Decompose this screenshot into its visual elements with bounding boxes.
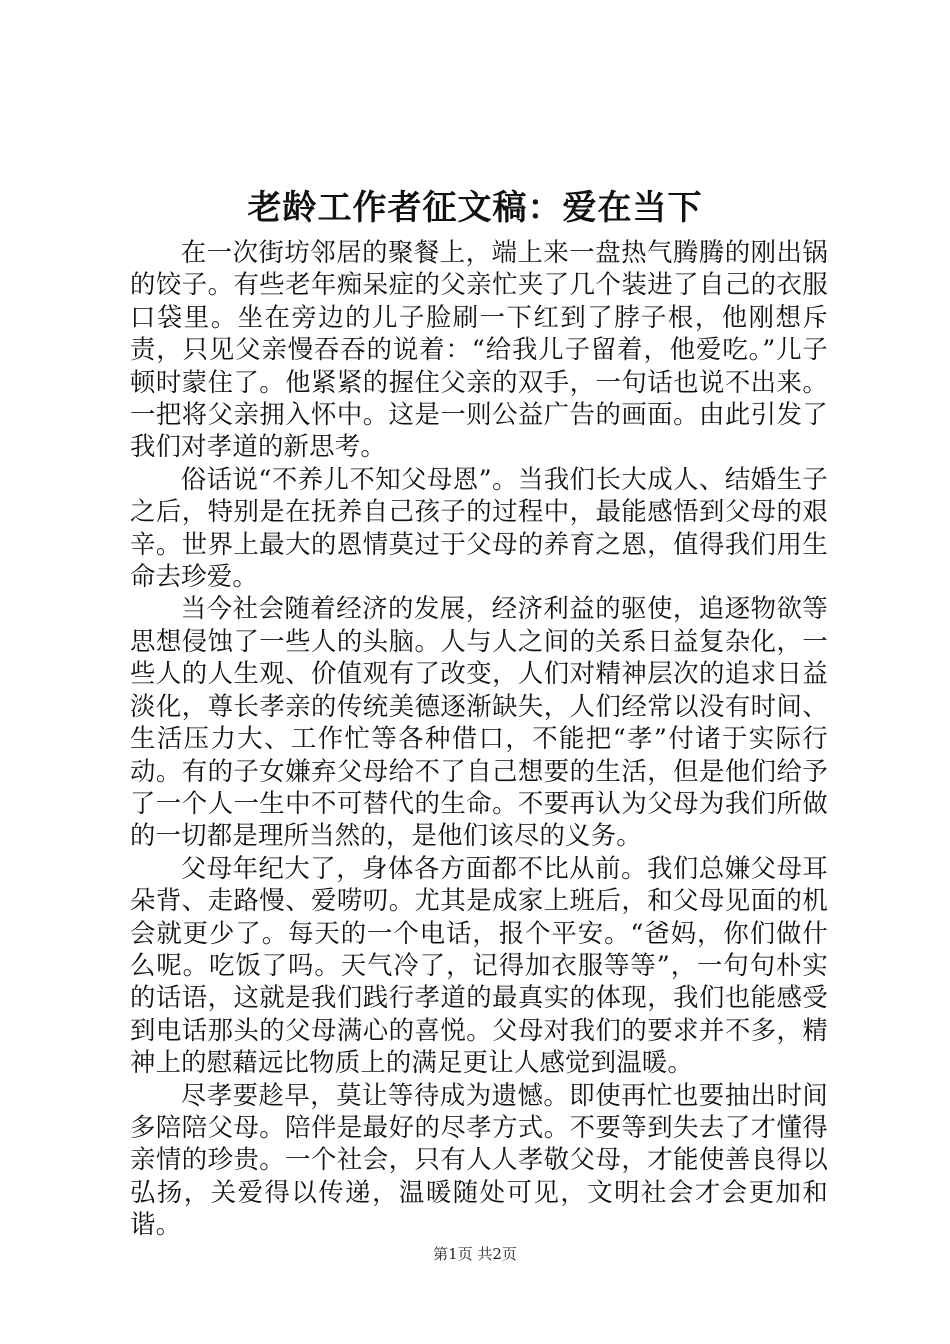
page-title: 老龄工作者征文稿：爱在当下 — [247, 188, 703, 228]
paragraph-1: 在一次街坊邻居的聚餐上，端上来一盘热气腾腾的刚出锅的饺子。有些老年痴呆症的父亲忙夹了几个装进了自己的衣服口袋里。坐在旁边的儿子脸刷一下红到了脖子根，他刚想斥责，只见父亲慢吞吞的说着：“给我儿子留着，他爱吃。”儿子顿时蒙住了。他紧紧的握住父亲的双手，一句话也说不出来。一把将父亲拥入怀中。这是一则公益广告的画面。由此引发了我们对孝道的新思考。 — [130, 237, 828, 462]
page-number-footer: 第1页 共2页 — [433, 1245, 517, 1263]
paragraph-3: 当今社会随着经济的发展，经济利益的驱使，追逐物欲等思想侵蚀了一些人的头脑。人与人之间的关系日益复杂化，一些人的人生观、价值观有了改变，人们对精神层次的追求日益淡化，尊长孝亲的传统美德逐渐缺失，人们经常以没有时间、生活压力大、工作忙等各种借口，不能把“孝”付诸于实际行动。有的子女嫌弃父母给不了自己想要的生活，但是他们给予了一个人一生中不可替代的生命。不要再认为父母为我们所做的一切都是理所当然的，是他们该尽的义务。 — [130, 593, 828, 851]
paragraph-2: 俗话说“不养儿不知父母恩”。当我们长大成人、结婚生子之后，特别是在抚养自己孩子的过程中，最能感悟到父母的艰辛。世界上最大的恩情莫过于父母的养育之恩，值得我们用生命去珍爱。 — [130, 463, 828, 592]
article-body — [130, 236, 828, 1241]
paragraph-5: 尽孝要趁早，莫让等待成为遗憾。即使再忙也要抽出时间多陪陪父母。陪伴是最好的尽孝方式。不要等到失去了才懂得亲情的珍贵。一个社会，只有人人孝敬父母，才能使善良得以弘扬，关爱得以传递，温暖随处可见，文明社会才会更加和谐。 — [130, 1079, 828, 1240]
paragraph-4: 父母年纪大了，身体各方面都不比从前。我们总嫌父母耳朵背、走路慢、爱唠叨。尤其是成家上班后，和父母见面的机会就更少了。每天的一个电话，报个平安。“爸妈，你们做什么呢。吃饭了吗。天气冷了，记得加衣服等等”，一句句朴实的话语，这就是我们践行孝道的最真实的体现，我们也能感受到电话那头的父母满心的喜悦。父母对我们的要求并不多，精神上的慰藉远比物质上的满足更让人感觉到温暖。 — [130, 852, 828, 1078]
